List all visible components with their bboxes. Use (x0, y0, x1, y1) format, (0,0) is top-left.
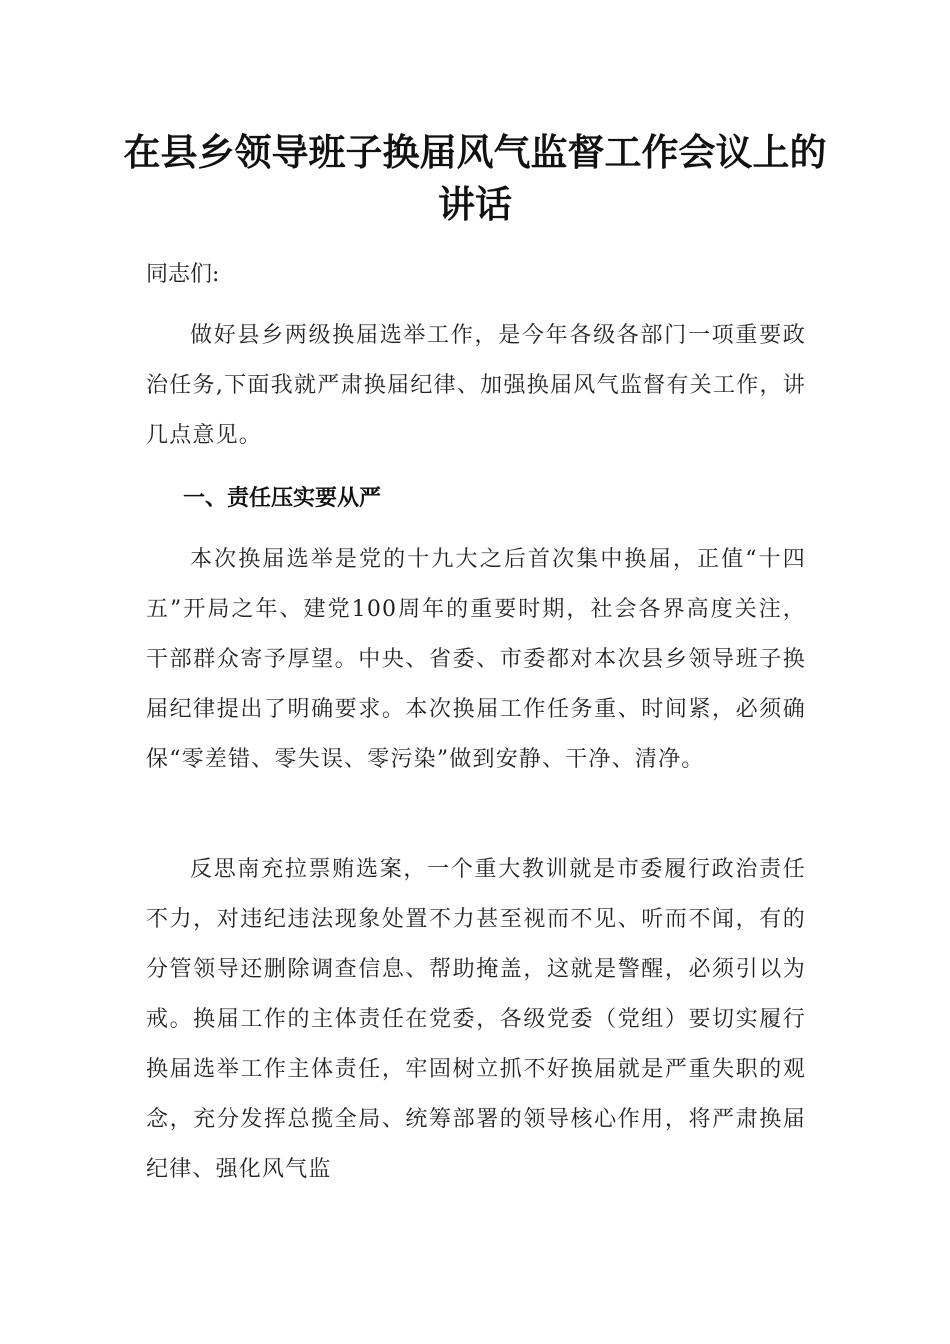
salutation: 同志们: (146, 262, 220, 287)
section-heading: 一、责任压实要从严 (183, 486, 382, 511)
document-title: 在县乡领导班子换届风气监督工作会议上的讲话 (123, 130, 827, 226)
body-paragraph: 本次换届选举是党的十九大之后首次集中换届，正值“十四五”开局之年、建党100周年的重要时期，社会各界高度关注，干部群众寄予厚望。中央、省委、市委都对本次县乡领导班子换届纪律提出了明确要求。本次换届工作任务重、时间紧，必须确保“零差错、零失误、零污染”做到安静、干净、清净。 (146, 547, 806, 772)
body-paragraph: 反思南充拉票贿选案，一个重大教训就是市委履行政治责任不力，对违纪违法现象处置不力甚至视而不见、听而不闻，有的分管领导还删除调查信息、帮助掩盖，这就是警醒，必须引以为戒。换届工作的主体责任在党委，各级党委（党组）要切实履行换届选举工作主体责任，牢固树立抓不好换届就是严重失职的观念，充分发挥总揽全局、统筹部署的领导核心作用，将严肃换届纪律、强化风气监 (146, 857, 806, 1182)
intro-paragraph: 做好县乡两级换届选举工作，是今年各级各部门一项重要政治任务,下面我就严肃换届纪律、加强换届风气监督有关工作，讲几点意见。 (146, 323, 806, 448)
